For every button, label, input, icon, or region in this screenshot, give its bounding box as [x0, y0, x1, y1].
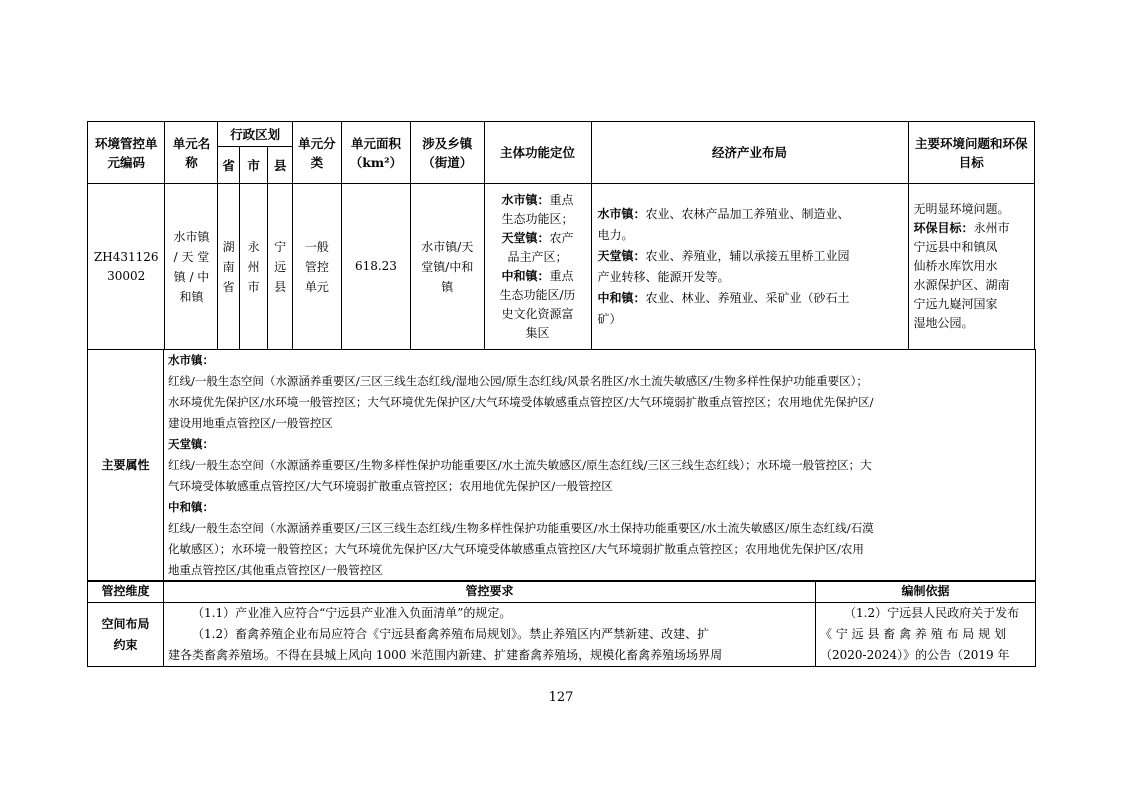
attr-line: 水环境优先保护区/水环境一般管控区；大气环境优先保护区/大气环境受体敏感重点管控区/大气环境弱扩散重点管控区；农用地优先保护区/ [168, 395, 874, 409]
issues-text: 仙桥水库饮用水 [913, 259, 998, 273]
attr-line: 气环境受体敏感重点管控区/大气环境弱扩散重点管控区；农用地优先保护区/一般管控区 [168, 479, 613, 493]
towns-line: 堂镇/中和 [421, 259, 474, 274]
attr-town-heading: 中和镇： [168, 500, 214, 514]
function-text: 集区 [525, 325, 550, 340]
function-text: 品主产区； [507, 249, 568, 264]
unit-province [218, 184, 239, 350]
function-line [488, 305, 588, 324]
unit-code-line: ZH431126 [93, 249, 159, 264]
province-char: 南 [222, 259, 235, 274]
issues-line [914, 276, 1029, 295]
attr-line: 红线/一般生态空间（水源涵养重要区/三区三线生态红线/湿地公园/原生态红线/风景名胜区/水土流失敏感区/生物多样性保护功能重要区）； [168, 374, 868, 388]
issues-text: 水源保护区、湖南 [913, 278, 1010, 292]
issues-line [914, 295, 1029, 314]
header-issues: 主要环境问题和环保目标 [908, 122, 1034, 184]
city-char: 永 [247, 239, 260, 254]
attr-line: 地重点管控区/其他重点管控区/一般管控区 [168, 563, 383, 577]
page-number: 127 [548, 690, 574, 705]
function-text: 重点 [549, 268, 574, 283]
header-industry: 经济产业布局 [591, 122, 908, 184]
town-label: 天堂镇： [597, 248, 646, 263]
requirement-text [164, 603, 816, 667]
header-dimension: 管控维度 [88, 581, 164, 603]
category-line: 管控 [304, 259, 329, 274]
function-line [488, 324, 588, 343]
function-text: 生态功能区； [501, 211, 574, 226]
unit-county [268, 184, 292, 350]
unit-code-line: 30002 [107, 268, 146, 283]
unit-towns [411, 184, 484, 350]
issues-line [914, 200, 1029, 219]
issues-line [914, 238, 1029, 257]
requirement-line: 建各类畜禽养殖场。不得在县城上风向 1000 米范围内新建、扩建畜禽养殖场，规模化畜禽养殖场场界周 [168, 648, 723, 662]
industry-text: 农业、养殖业，辅以承接五里桥工业园 [645, 248, 850, 263]
row-label-line: 空间布局 [101, 616, 150, 631]
issues-text: 永州市 [973, 221, 1010, 235]
attributes-content [164, 350, 1036, 582]
issues-text: 湿地公园。 [913, 316, 974, 330]
province-char: 省 [222, 279, 235, 294]
attributes-table [87, 349, 1036, 582]
header-code: 环境管控单元编码 [88, 122, 165, 184]
unit-name-line: 镇 / 中 [173, 269, 210, 284]
header-category: 单元分类 [292, 122, 341, 184]
industry-line [598, 267, 902, 288]
town-label: 水市镇： [597, 206, 646, 221]
function-line [488, 286, 588, 305]
issues-text: 宁远九嶷河国家 [913, 297, 998, 311]
town-label: 中和镇： [501, 268, 550, 283]
function-line [488, 229, 588, 248]
issues-line [914, 314, 1029, 333]
town-label: 中和镇： [597, 290, 646, 305]
function-line [488, 267, 588, 286]
industry-line [598, 288, 902, 309]
function-text: 重点 [549, 192, 574, 207]
attr-town-heading: 水市镇： [168, 353, 214, 367]
unit-city [239, 184, 268, 350]
unit-name-line: 水市镇 [173, 229, 210, 244]
issues-text: 宁远县中和镇凤 [913, 240, 998, 254]
controls-table [87, 580, 1036, 667]
header-function: 主体功能定位 [484, 122, 591, 184]
unit-name [165, 184, 218, 350]
industry-line [598, 246, 902, 267]
industry-text: 农业、林业、养殖业、采矿业（砂石土 [645, 290, 850, 305]
header-basis: 编制依据 [816, 581, 1036, 603]
header-city: 市 [239, 147, 268, 184]
unit-issues [908, 184, 1034, 350]
county-char: 县 [274, 279, 287, 294]
header-county: 县 [268, 147, 292, 184]
towns-line: 镇 [441, 279, 454, 294]
industry-text: 矿） [597, 311, 622, 326]
industry-line [598, 225, 902, 246]
city-char: 市 [247, 279, 260, 294]
basis-line: 《 宁 远 县 畜 禽 养 殖 布 局 规 划 [820, 627, 1006, 641]
issues-line [914, 219, 1029, 238]
basis-text [816, 603, 1036, 667]
county-char: 远 [274, 259, 287, 274]
category-line: 一般 [304, 239, 329, 254]
county-char: 宁 [274, 239, 287, 254]
function-line [488, 248, 588, 267]
town-label: 水市镇： [501, 192, 550, 207]
unit-code [88, 184, 165, 350]
function-text: 生态功能区/历 [499, 287, 576, 302]
requirement-line: （1.1）产业准入应符合“宁远县产业准入负面清单”的规定。 [192, 606, 512, 620]
header-area: 单元面积（km²） [341, 122, 410, 184]
unit-industry [591, 184, 908, 350]
header-towns: 涉及乡镇（街道） [411, 122, 484, 184]
basis-line: （2020-2024）》的公告（2019 年 [820, 648, 1010, 662]
category-line: 单元 [304, 279, 329, 294]
unit-name-line: / 天 堂 [173, 249, 210, 264]
unit-function [484, 184, 591, 350]
function-text: 史文化资源富 [501, 306, 574, 321]
function-text: 农产 [549, 230, 574, 245]
issues-line [914, 257, 1029, 276]
goal-label: 环保目标： [913, 221, 974, 235]
attributes-label: 主要属性 [88, 350, 164, 582]
city-char: 州 [247, 259, 260, 274]
attr-line: 红线/一般生态空间（水源涵养重要区/生物多样性保护功能重要区/水土流失敏感区/原生态红线/三区三线生态红线）；水环境一般管控区；大 [168, 458, 872, 472]
attr-line: 建设用地重点管控区/一般管控区 [168, 416, 333, 430]
industry-text: 电力。 [597, 227, 634, 242]
function-line [488, 191, 588, 210]
attr-line: 红线/一般生态空间（水源涵养重要区/三区三线生态红线/生物多样性保护功能重要区/水土保持功能重要区/水土流失敏感区/原生态红线/石漠 [168, 521, 874, 535]
header-admin: 行政区划 [218, 122, 292, 147]
unit-table [87, 121, 1035, 350]
header-province: 省 [218, 147, 239, 184]
header-name: 单元名称 [165, 122, 218, 184]
header-requirement: 管控要求 [164, 581, 816, 603]
unit-area: 618.23 [341, 184, 410, 350]
towns-line: 水市镇/天 [421, 239, 474, 254]
industry-text: 农业、农林产品加工养殖业、制造业、 [645, 206, 850, 221]
attr-line: 化敏感区）；水环境一般管控区；大气环境优先保护区/大气环境受体敏感重点管控区/大气环境弱扩散重点管控区；农用地优先保护区/农用 [168, 542, 864, 556]
province-char: 湖 [222, 239, 235, 254]
unit-category [292, 184, 341, 350]
basis-line: （1.2）宁远县人民政府关于发布 [844, 606, 1020, 620]
industry-line [598, 309, 902, 330]
issues-text: 无明显环境问题。 [913, 202, 1010, 216]
function-line [488, 210, 588, 229]
requirement-line: （1.2）畜禽养殖企业布局应符合《宁远县畜禽养殖布局规划》。禁止养殖区内严禁新建、改建、扩 [192, 627, 710, 641]
unit-name-line: 和镇 [179, 289, 204, 304]
row-label-spatial [88, 603, 164, 667]
industry-line [598, 204, 902, 225]
row-label-line: 约束 [113, 637, 138, 652]
attr-town-heading: 天堂镇： [168, 437, 214, 451]
industry-text: 产业转移、能源开发等。 [597, 269, 730, 284]
town-label: 天堂镇： [501, 230, 550, 245]
